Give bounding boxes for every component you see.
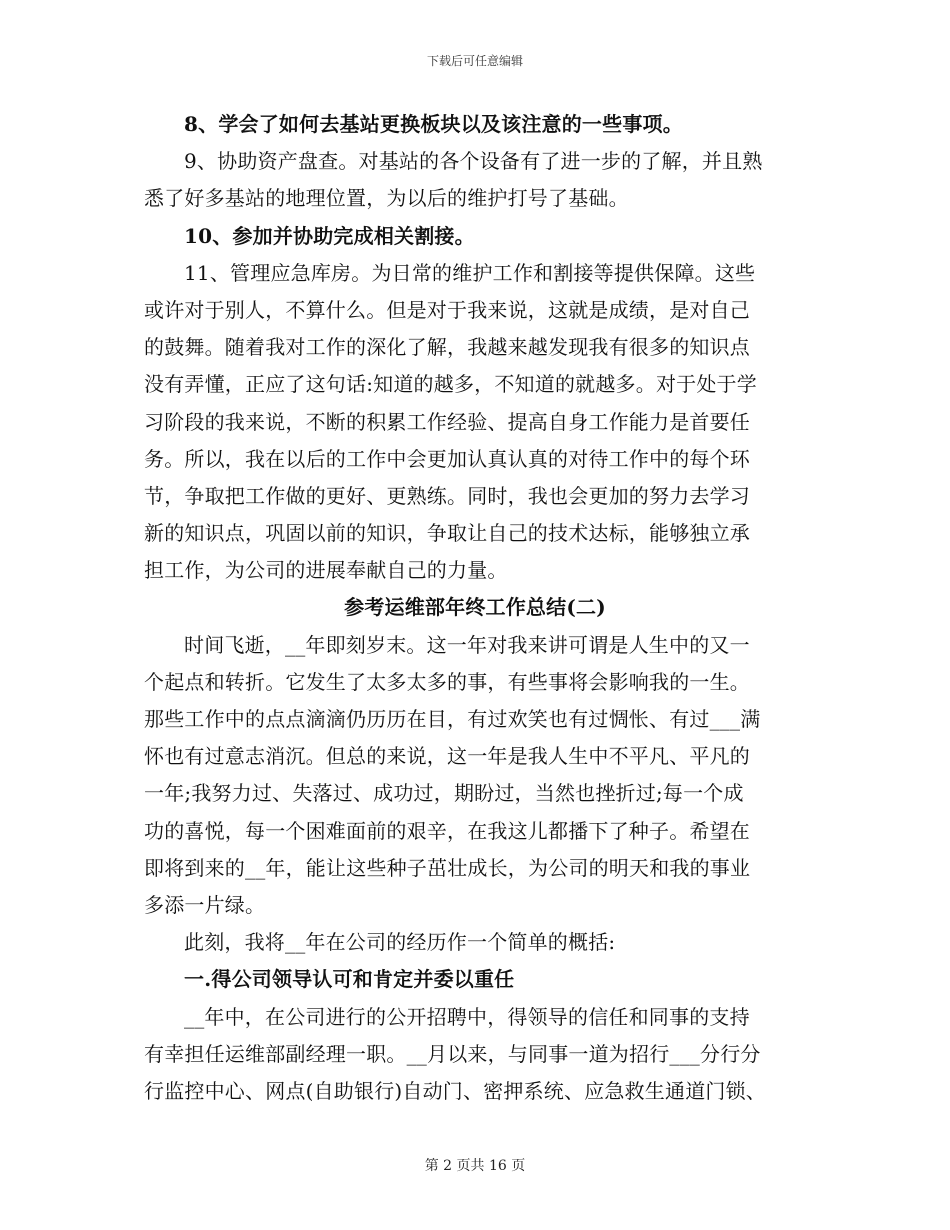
- paragraph-line: 此刻，我将__年在公司的经历作一个简单的概括:: [184, 930, 616, 955]
- page-footer: 第 2 页共 16 页: [424, 1158, 526, 1174]
- paragraph-line: 功的喜悦，每一个困难面前的艰辛，在我这儿都播下了种子。希望在: [144, 818, 750, 843]
- paragraph-line: 一年;我努力过、失落过、成功过，期盼过，当然也挫折过;每一个成: [144, 781, 744, 806]
- bold-paragraph-line: 10、参加并协助完成相关割接。: [184, 223, 475, 248]
- paragraph-line: 9、协助资产盘查。对基站的各个设备有了进一步的了解，并且熟: [184, 149, 763, 174]
- paragraph-line: 那些工作中的点点滴滴仍历历在目，有过欢笑也有过惆怅、有过___满: [144, 707, 761, 731]
- paragraph-line: 担工作，为公司的进展奉献自己的力量。: [144, 558, 508, 583]
- paragraph-line: 怀也有过意志消沉。但总的来说，这一年是我人生中不平凡、平凡的: [144, 744, 750, 769]
- bold-paragraph-line: 一.得公司领导认可和肯定并委以重任: [184, 967, 515, 992]
- paragraph-line: 时间飞逝，__年即刻岁末。这一年对我来讲可谓是人生中的又一: [184, 632, 750, 657]
- bold-paragraph-line: 8、学会了如何去基站更换板块以及该注意的一些事项。: [184, 112, 683, 136]
- paragraph-line: 悉了好多基站的地理位置，为以后的维护打号了基础。: [144, 186, 629, 211]
- section-heading: 参考运维部年终工作总结(二): [344, 595, 606, 620]
- paragraph-line: 多添一片绿。: [144, 892, 266, 917]
- paragraph-line: 节，争取把工作做的更好、更熟练。同时，我也会更加的努力去学习: [144, 483, 750, 508]
- paragraph-line: 行监控中心、网点(自助银行)自动门、密押系统、应急救生通道门锁、: [144, 1078, 767, 1103]
- paragraph-line: 即将到来的__年，能让这些种子茁壮成长，为公司的明天和我的事业: [144, 855, 751, 880]
- paragraph-line: 务。所以，我在以后的工作中会更加认真认真的对待工作中的每个环: [144, 446, 750, 471]
- document-body: [144, 106, 806, 1110]
- paragraph-line: 或许对于别人，不算什么。但是对于我来说，这就是成绩，是对自己: [144, 297, 750, 322]
- paragraph-line: __年中，在公司进行的公开招聘中，得领导的信任和同事的支持: [184, 1004, 750, 1029]
- paragraph-line: 新的知识点，巩固以前的知识，争取让自己的技术达标，能够独立承: [144, 521, 750, 546]
- paragraph-line: 个起点和转折。它发生了太多太多的事，有些事将会影响我的一生。: [144, 669, 750, 694]
- paragraph-line: 的鼓舞。随着我对工作的深化了解，我越来越发现我有很多的知识点: [144, 335, 750, 360]
- paragraph-line: 11、管理应急库房。为日常的维护工作和割接等提供保障。这些: [184, 260, 756, 285]
- paragraph-line: 没有弄懂，正应了这句话:知道的越多，不知道的就越多。对于处于学: [144, 372, 757, 397]
- paragraph-line: 习阶段的我来说，不断的积累工作经验、提高自身工作能力是首要任: [144, 409, 750, 434]
- page-header: 下载后可任意编辑: [426, 54, 523, 68]
- paragraph-line: 有幸担任运维部副经理一职。__月以来，与同事一道为招行___分行分: [144, 1041, 761, 1066]
